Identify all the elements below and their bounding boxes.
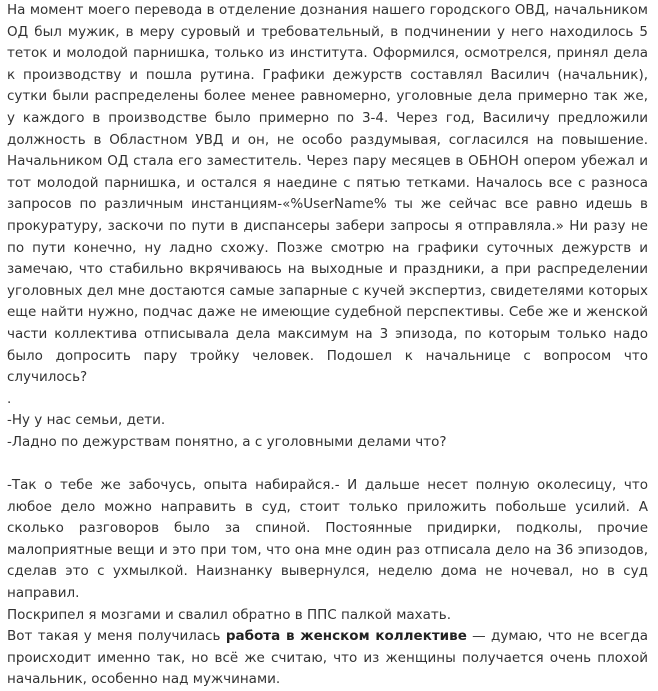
dot-line: . [7,390,12,407]
dialogue-line-cases: -Ладно по дежурствам понятно, а с уголовными делами что? [7,433,447,450]
paragraph-final [7,626,648,691]
paragraph-reply: -Так о тебе же забочусь, опыта набирайся.- И дальше несет полную околесицу, что любое дело можно направить в суд, стоит только приложить побольше усилий. А сколько разговоров было за спиной. Постоянные придирки, подколы, прочие малоприятные вещи и это при том, что она мне один раз отписала дело на 36 эпизодов, сделав это с ухмылкой. Наизнанку вывернулся, неделю дома не ночевал, но в суд направил. [7,477,648,602]
paragraph-pps: Поскрипел я мозгами и свалил обратно в ППС палкой махать. [7,606,452,623]
dialogue-line-family: -Ну у нас семьи, дети. [7,412,166,429]
final-text-start: Вот такая у меня получилась [7,628,226,645]
final-text-end: — думаю, что не всегда происходит именно так, но всё же считаю, что из женщины получается очень плохой начальник, особенно над мужчинами. [7,628,648,688]
bold-phrase: работа в женском коллективе [225,628,467,645]
blank-line [7,453,648,475]
paragraph-main: На момент моего перевода в отделение дознания нашего городского ОВД, начальником ОД был мужик, в меру суровый и требовательный, в подчинении у него находилось 5 теток и молодой парнишка, только из института. Оформился, осмотрелся, принял дела к производству и пошла рутина. Графики дежурств составлял Василич (начальник), сутки были распределены более менее равномерно, уголовные дела примерно так же, у каждого в производстве было примерно по 3-4. Через год, Василичу предложили должность в Областном УВД и он, не особо раздумывая, согласился на повышение. Начальником ОД стала его заместитель. Через пару месяцев в ОБНОН опером убежал и тот молодой парнишка, и остался я наедине с пятью тетками. Началось все с разноса запросов по различным инстанциям-«%UserName% ты же сейчас все равно идешь в прокуратуру, заскочи по пути в диспансеры забери запросы я отправляла.» Ни разу не по пути конечно, ну ладно схожу. Позже смотрю на графики суточных дежурств и замечаю, что стабильно вкрячиваюсь на выходные и праздники, а при распределении уголовных дел мне достаются самые запарные с кучей экспертиз, свидетелями которых еще найти нужно, подчас даже не имеющие судебной перспективы. Себе же и женской части коллектива отписывала дела максимум на 3 эпизода, по которым только надо было допросить пару тройку человек. Подошел к начальнице с вопросом что случилось? [7,2,648,386]
